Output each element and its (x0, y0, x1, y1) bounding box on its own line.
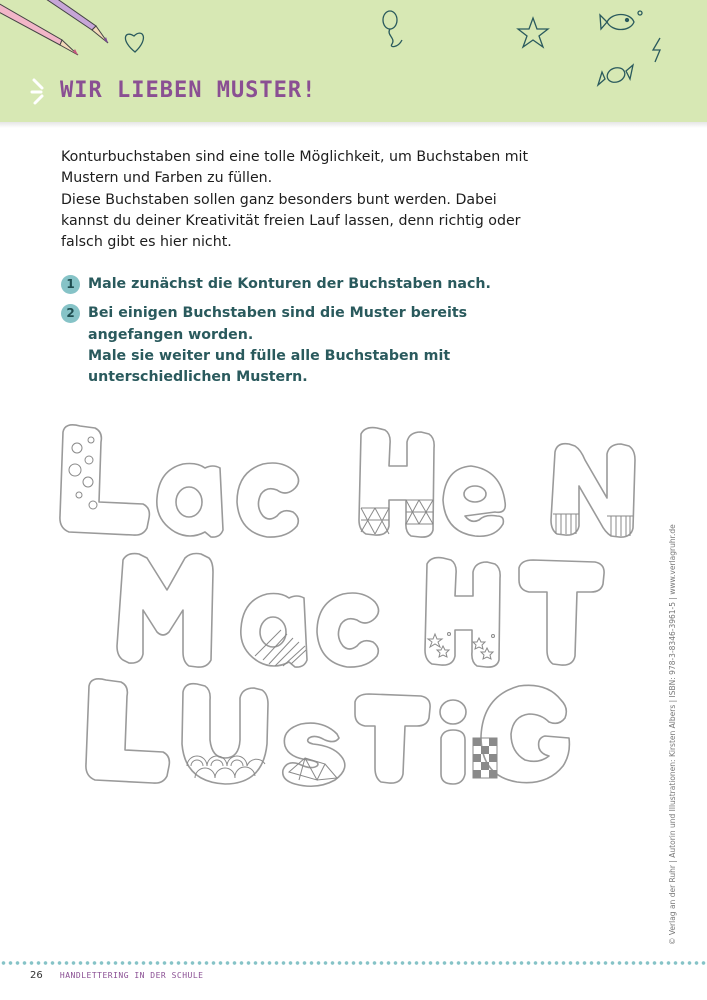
footer-dotted-line (0, 960, 707, 966)
task-number-badge: 2 (61, 304, 80, 323)
header-shadow (0, 122, 707, 128)
page-title: WIR LIEBEN MUSTER! (60, 78, 317, 103)
letter-a-hatched (241, 594, 307, 668)
intro-text (61, 147, 541, 253)
star-icon (518, 18, 548, 47)
intro-paragraph: Diese Buchstaben sollen ganz besonders bunt werden. Dabei kannst du deiner Kreativität freien Lauf lassen, denn richtig oder falsch gibt es hier nicht. (61, 191, 521, 251)
fish-icon (600, 11, 642, 30)
letter-h-stars (425, 558, 500, 668)
letter-g (473, 685, 569, 782)
letter-c (237, 463, 299, 537)
letter-e (443, 466, 505, 536)
letter-t (519, 560, 604, 665)
task-list (61, 274, 521, 396)
outline-lettering (55, 420, 655, 790)
task-number-badge: 1 (61, 275, 80, 294)
sparkle-icon (30, 76, 56, 106)
copyright-credit: © Verlag an der Ruhr | Autorin und Illustrationen: Kirsten Albers | ISBN: 978-3-8346-3961-5 | www.verlagruhr.de (668, 524, 677, 945)
letter-l (60, 425, 149, 535)
footer (30, 970, 203, 981)
letter-a (157, 464, 223, 538)
candy-icon (598, 65, 633, 85)
letter-s (283, 723, 345, 786)
balloon-icon (383, 11, 402, 47)
heart-icon (125, 33, 143, 52)
letter-m (117, 554, 213, 668)
task-text: Male sie weiter und fülle alle Buchstaben mit unterschiedlichen Mustern. (88, 347, 451, 386)
lightning-icon (653, 38, 660, 62)
letter-n (551, 444, 635, 537)
task-item (61, 303, 521, 388)
letter-l2 (86, 679, 169, 783)
footer-brand: HANDLETTERING IN DER SCHULE (59, 971, 204, 980)
task-text: Male zunächst die Konturen der Buchstaben nach. (88, 276, 491, 292)
letter-h (359, 428, 434, 538)
task-text: Bei einigen Buchstaben sind die Muster bereits angefangen worden. (88, 305, 468, 343)
page-number: 26 (30, 970, 43, 981)
letter-u (182, 684, 268, 784)
letter-i (440, 700, 466, 784)
intro-paragraph: Konturbuchstaben sind eine tolle Möglichkeit, um Buchstaben mit Mustern und Farben zu füllen. (61, 149, 529, 187)
task-item (61, 274, 521, 295)
letter-c2 (317, 593, 379, 667)
header-doodles (0, 0, 707, 122)
letter-t2 (355, 694, 430, 783)
